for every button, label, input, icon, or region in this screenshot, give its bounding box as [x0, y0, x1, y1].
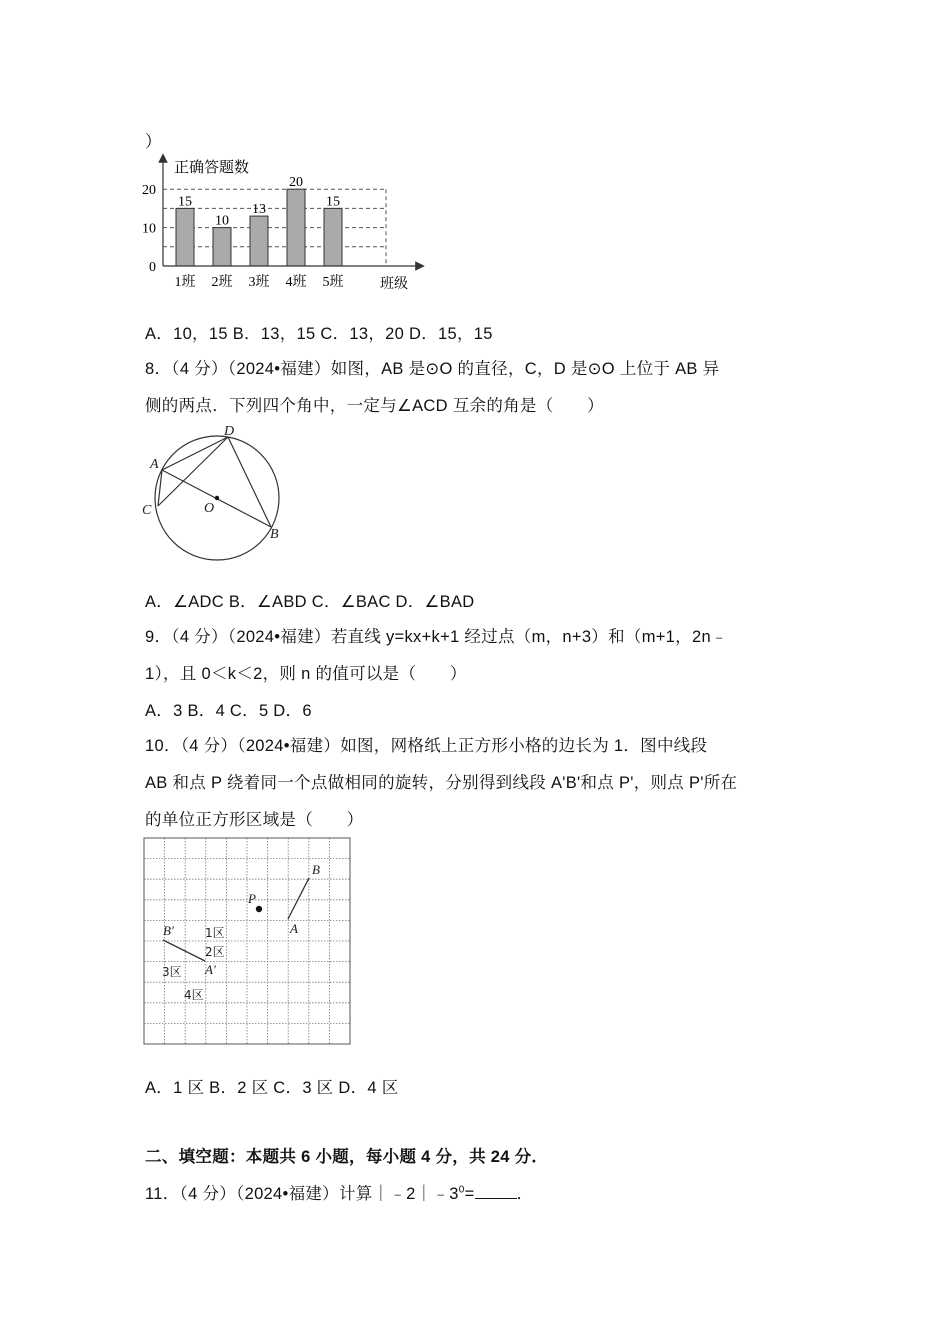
bar-label-5: 15	[326, 194, 340, 210]
label-c: C	[142, 503, 152, 518]
bar-5	[324, 208, 342, 266]
label-b: B	[270, 527, 279, 542]
q10-grid-figure	[143, 837, 353, 1047]
bar-label-2: 10	[215, 213, 229, 229]
q7-options: A．10，15 B．13，15 C．13，20 D．15，15	[145, 325, 493, 343]
q11-prefix: 11．（4 分）（2024•福建）计算｜﹣2｜﹣3	[145, 1185, 459, 1203]
q9-line1: 9．（4 分）（2024•福建）若直线 y=kx+k+1 经过点（m，n+3）和（m+1，2n﹣	[145, 628, 728, 646]
label-a: A	[290, 921, 298, 936]
chord-cd	[158, 437, 228, 506]
q11-exponent: 0	[458, 1184, 465, 1196]
bar-2	[213, 228, 231, 266]
chord-ca	[158, 470, 162, 506]
bar-label-1: 15	[178, 194, 192, 210]
y-axis-label: 正确答题数	[174, 159, 250, 176]
q10-line3: 的单位正方形区域是（ ）	[145, 811, 364, 829]
x-tick-3: 3班	[248, 275, 270, 290]
label-b: B	[312, 862, 320, 877]
bar-3	[250, 216, 268, 266]
label-d: D	[224, 424, 235, 439]
zone-1: 1区	[205, 926, 225, 940]
q7-tail: ）	[145, 133, 162, 151]
label-a: A	[150, 457, 159, 472]
q7-gridlines	[163, 189, 386, 266]
q8-line2: 侧的两点．下列四个角中，一定与∠ACD 互余的角是（ ）	[145, 397, 604, 415]
q9-options: A．3 B．4 C．5 D．6	[145, 702, 312, 720]
q11-answer-blank[interactable]	[475, 1184, 517, 1199]
point-p	[256, 906, 262, 912]
q10-line1: 10．（4 分）（2024•福建）如图，网格纸上正方形小格的边长为 1．图中线段	[145, 737, 708, 755]
section-2-heading: 二、填空题：本题共 6 小题，每小题 4 分，共 24 分．	[145, 1148, 549, 1166]
q8-circle-figure	[138, 420, 298, 570]
q10-options: A．1 区 B．2 区 C．3 区 D．4 区	[145, 1079, 399, 1097]
bar-label-3: 13	[252, 202, 266, 218]
chord-db	[228, 437, 271, 527]
x-tick-1: 1班	[174, 275, 196, 290]
label-a-prime: A′	[205, 962, 216, 977]
y-tick-0: 0	[149, 260, 156, 275]
q8-line1: 8．（4 分）（2024•福建）如图，AB 是⊙O 的直径，C，D 是⊙O 上位于 AB 异	[145, 360, 720, 378]
q9-line2: 1），且 0＜k＜2，则 n 的值可以是（ ）	[145, 665, 467, 683]
q11-line	[145, 1180, 533, 1204]
center-point	[215, 496, 219, 500]
q11-equals: =	[464, 1185, 475, 1203]
y-tick-10: 10	[142, 221, 156, 237]
label-p: P	[248, 891, 256, 906]
q10-line2: AB 和点 P 绕着同一个点做相同的旋转，分别得到线段 A'B'和点 P'，则点 P'所在	[145, 774, 738, 792]
q11-end: ．	[516, 1185, 534, 1203]
bar-1	[176, 208, 194, 266]
label-b-prime: B′	[163, 923, 174, 938]
y-tick-20: 20	[142, 183, 156, 199]
segment-a2b2	[163, 940, 205, 961]
x-tick-4: 4班	[285, 275, 307, 290]
chord-ad	[162, 437, 228, 470]
q8-options: A．∠ADC B．∠ABD C．∠BAC D．∠BAD	[145, 593, 475, 611]
q7-bar-chart	[138, 152, 438, 300]
label-o: O	[204, 501, 215, 516]
segment-ab	[288, 878, 309, 919]
x-tick-5: 5班	[322, 275, 344, 290]
x-tick-2: 2班	[211, 275, 233, 290]
zone-4: 4区	[184, 988, 204, 1002]
bar-label-4: 20	[289, 175, 303, 191]
zone-2: 2区	[205, 945, 225, 959]
bar-4	[287, 189, 305, 266]
x-axis-label: 班级	[380, 277, 408, 292]
zone-3: 3区	[162, 965, 182, 979]
